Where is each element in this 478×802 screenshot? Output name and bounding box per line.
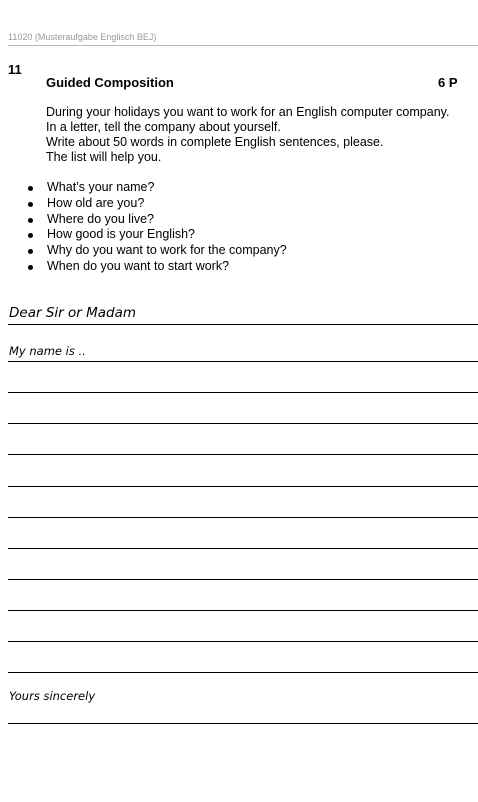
writing-line bbox=[8, 579, 478, 580]
question-text: What’s your name? bbox=[47, 180, 155, 194]
bullet-icon bbox=[28, 265, 33, 270]
bullet-icon bbox=[28, 218, 33, 223]
writing-line bbox=[8, 361, 478, 362]
question-text: Why do you want to work for the company? bbox=[47, 243, 287, 258]
bullet-icon bbox=[28, 186, 33, 191]
writing-line bbox=[8, 548, 478, 549]
list-item bbox=[28, 227, 287, 243]
writing-line bbox=[8, 324, 478, 325]
bullet-icon bbox=[28, 202, 33, 207]
question-text: How old are you? bbox=[47, 195, 145, 210]
header-divider bbox=[8, 45, 478, 46]
list-item bbox=[28, 259, 287, 275]
letter-closing: Yours sincerely bbox=[9, 689, 96, 703]
task-points: 6 P bbox=[438, 75, 458, 90]
guiding-questions-list bbox=[28, 180, 287, 275]
instruction-line: During your holidays you want to work for an English computer company. bbox=[46, 105, 450, 119]
bullet-icon bbox=[28, 233, 33, 238]
task-title: Guided Composition bbox=[46, 75, 174, 90]
document-header-code: 11020 (Musteraufgabe Englisch BEJ) bbox=[8, 32, 157, 42]
instruction-line: Write about 50 words in complete English sentences, please. bbox=[46, 135, 384, 149]
list-item bbox=[28, 212, 287, 228]
question-text: When do you want to start work? bbox=[47, 258, 230, 273]
bullet-icon bbox=[28, 249, 33, 254]
writing-line bbox=[8, 486, 478, 487]
instruction-line: In a letter, tell the company about yourself. bbox=[46, 120, 281, 134]
task-number: 11 bbox=[8, 62, 22, 77]
writing-line bbox=[8, 723, 478, 724]
letter-starter: My name is .. bbox=[9, 344, 86, 358]
list-item bbox=[28, 180, 287, 196]
writing-line bbox=[8, 610, 478, 611]
writing-line bbox=[8, 517, 478, 518]
writing-line bbox=[8, 454, 478, 455]
writing-line bbox=[8, 672, 478, 673]
instruction-line: The list will help you. bbox=[46, 150, 162, 164]
list-item bbox=[28, 243, 287, 259]
list-item bbox=[28, 196, 287, 212]
task-instructions bbox=[46, 105, 476, 165]
letter-greeting: Dear Sir or Madam bbox=[9, 305, 136, 321]
writing-line bbox=[8, 641, 478, 642]
question-text: How good is your English? bbox=[47, 227, 195, 242]
writing-line bbox=[8, 392, 478, 393]
writing-line bbox=[8, 423, 478, 424]
question-text: Where do you live? bbox=[47, 211, 155, 226]
